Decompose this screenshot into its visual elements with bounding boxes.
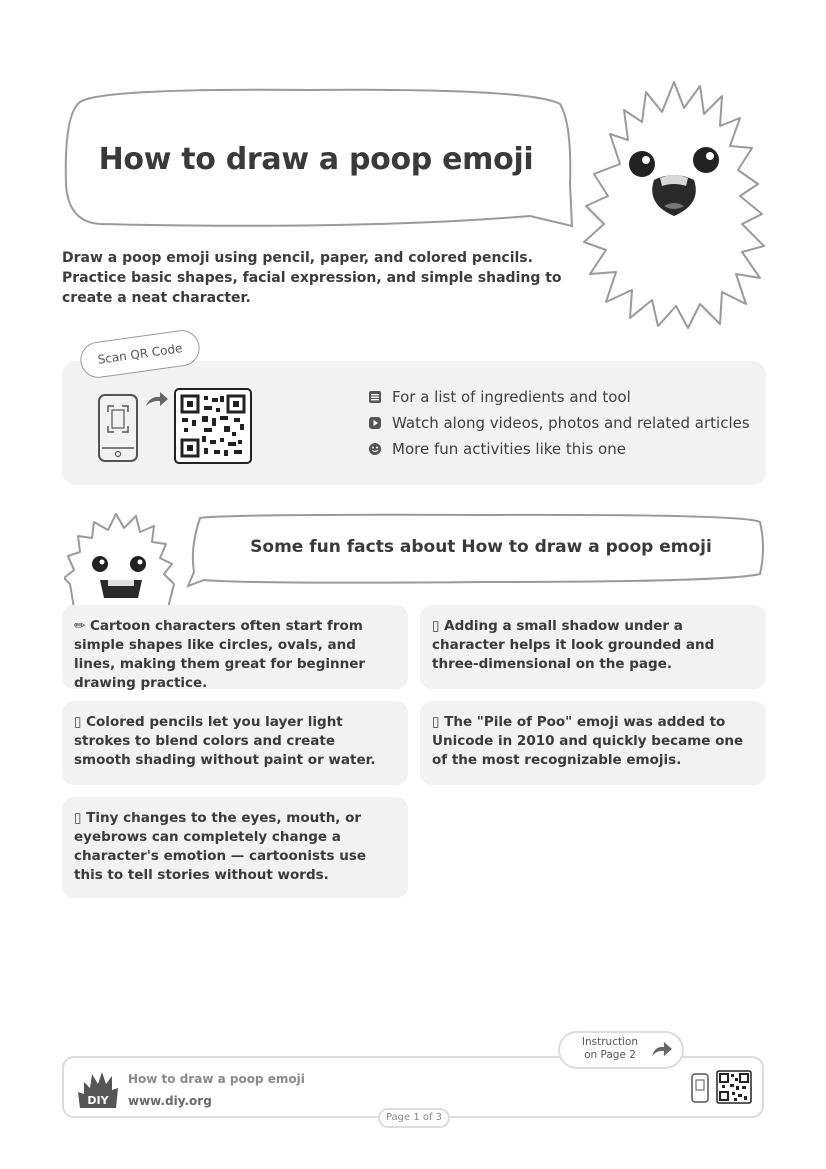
feature-videos [368, 412, 750, 434]
footer-url-link[interactable]: www.diy.org [128, 1094, 212, 1108]
fact-card: ▯ Adding a small shadow under a character helps it look grounded and three-dimensional on the page. [420, 605, 766, 689]
fact-card: ✏ Cartoon characters often start from simple shapes like circles, ovals, and lines, making them great for beginner drawing practice. [62, 605, 408, 689]
instruction-line-1: Instruction [581, 1036, 639, 1048]
fact-card: ▯ Tiny changes to the eyes, mouth, or eyebrows can completely change a character's emotion — cartoonists use this to tell stories without words. [62, 797, 408, 898]
qr-code-icon [174, 388, 252, 464]
phone-scan-icon [690, 1072, 710, 1104]
feature-ingredients-label: For a list of ingredients and tool [392, 388, 631, 406]
intro-text: Draw a poop emoji using pencil, paper, and colored pencils. Practice basic shapes, facial expression, and simple shading to create a neat character. [62, 250, 562, 306]
smiley-icon [368, 442, 382, 456]
fact-card: ▯ Colored pencils let you layer light strokes to blend colors and create smooth shading without paint or water. [62, 701, 408, 785]
diy-logo [76, 1068, 120, 1110]
qr-code-icon [716, 1070, 752, 1104]
phone-scan-icon [96, 392, 142, 464]
feature-videos-label: Watch along videos, photos and related articles [392, 414, 750, 432]
fact-card: ▯ The "Pile of Poo" emoji was added to Unicode in 2010 and quickly became one of the most recognizable emojis. [420, 701, 766, 785]
scan-qr-tag: Scan QR Code [78, 328, 202, 380]
instruction-line-2: on Page 2 [584, 1049, 636, 1061]
footer-title: How to draw a poop emoji [128, 1072, 305, 1086]
facts-title: Some fun facts about How to draw a poop emoji [250, 537, 712, 557]
yeti-mascot-icon [580, 74, 776, 330]
feature-activities-label: More fun activities like this one [392, 440, 626, 458]
list-icon [368, 390, 382, 404]
svg-text:DIY: DIY [87, 1094, 109, 1107]
feature-ingredients [368, 386, 631, 408]
arrow-right-icon [144, 390, 170, 410]
play-icon [368, 416, 382, 430]
arrow-right-icon [650, 1040, 674, 1060]
feature-activities [368, 438, 626, 460]
page-title: How to draw a poop emoji [98, 142, 534, 177]
yeti-small-icon [64, 508, 176, 608]
page-number: Page 1 of 3 [378, 1108, 450, 1128]
instruction-label [572, 1036, 648, 1062]
